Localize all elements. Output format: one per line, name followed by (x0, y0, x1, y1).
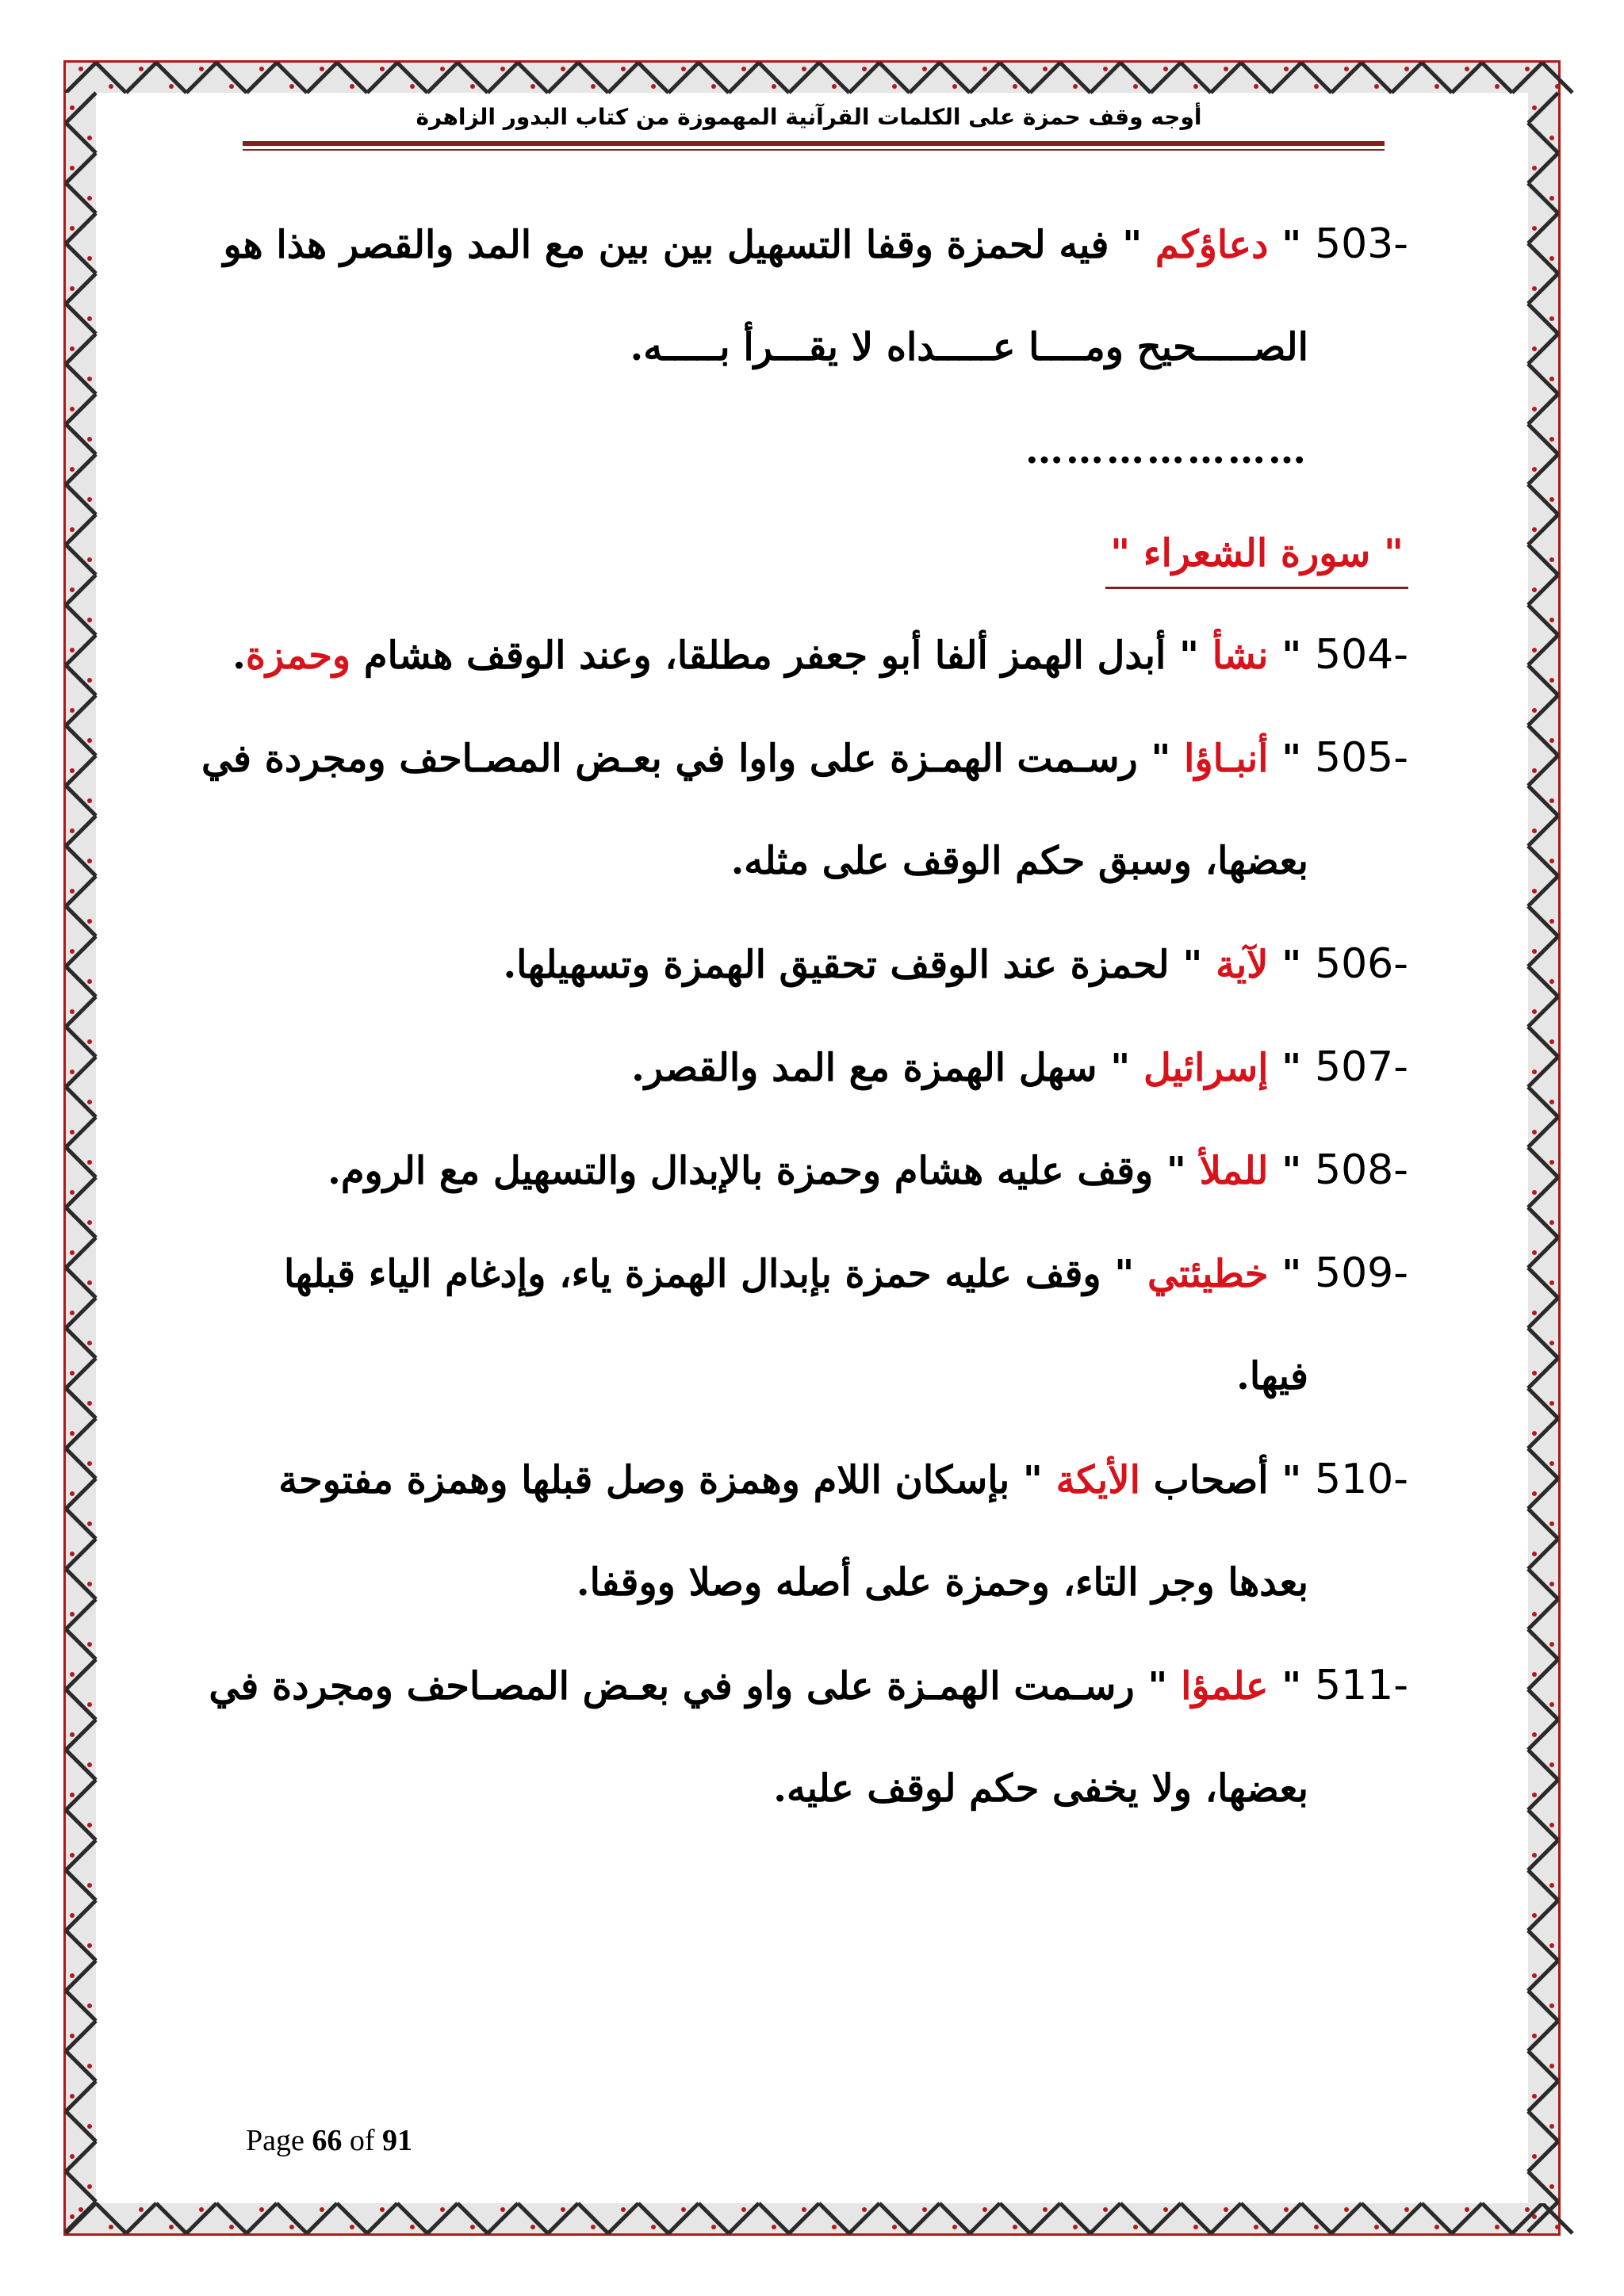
entry-text: بعضها، ولا يخفى حكم لوقف عليه. (773, 1766, 1308, 1811)
entry-number: 506- (1314, 940, 1408, 988)
entry-text: سهل الهمزة مع المد والقصر. (631, 1046, 1097, 1090)
surah-heading: " سورة الشعراء " (1105, 523, 1408, 589)
entry-507-line-1: 507- " إسرائيل " سهل الهمزة مع المد والقصر. (631, 1043, 1408, 1091)
footer-of-label: of (349, 2124, 375, 2157)
entry-509-line-2 (238, 1340, 1408, 1443)
entry-text: وقف عليه هشام وحمزة بالإبدال والتسهيل مع الروم. (327, 1149, 1154, 1193)
surah-heading-line (238, 517, 1408, 618)
entry-text: بإسكان اللام وهمزة وصل قبلها وهمزة مفتوحة (278, 1458, 1010, 1502)
entry-508-line-1: 508- " للملأ " وقف عليه هشام وحمزة بالإبدال والتسهيل مع الروم. (327, 1146, 1408, 1194)
entry-511-line-1: 511- " علمؤا " رسـمت الهمـزة على واو في بعـض المصـاحف ومجردة في (209, 1662, 1408, 1709)
entry-text: فيها. (1236, 1354, 1308, 1399)
entries-body (201, 208, 1408, 1855)
border-band-bottom (66, 2203, 1558, 2233)
border-band-top (66, 63, 1558, 93)
entry-510-line-2 (238, 1546, 1408, 1649)
quranic-word: خطيئتي (1147, 1252, 1269, 1296)
entry-prefix: أصحاب (1153, 1458, 1269, 1502)
page-header-title: أوجه وقف حمزة على الكلمات القرآنية المهموزة من كتاب البدور الزاهرة (416, 104, 1202, 130)
quranic-word: نشأ (1212, 633, 1269, 678)
dotted-separator: ………………… (1025, 428, 1308, 473)
header-rule-thin (243, 149, 1385, 151)
entry-506-line-1: 506- " لآية " لحمزة عند الوقف تحقيق الهمزة وتسهيلها. (503, 940, 1408, 988)
entry-505-line-1: 505- " أنبـاؤا " رسـمت الهمـزة على واوا في بعـض المصـاحف ومجردة في (201, 734, 1408, 782)
quranic-word: علمؤا (1181, 1664, 1269, 1709)
entry-text: بعضها، وسبق حكم الوقف على مثله. (730, 839, 1308, 883)
footer-page-label: Page (246, 2124, 304, 2157)
entry-text: بعدها وجر التاء، وحمزة على أصله وصلا ووقفا. (576, 1560, 1308, 1605)
quranic-word: أنبـاؤا (1184, 737, 1269, 781)
entry-number: 511- (1314, 1662, 1408, 1709)
highlighted-name: وحمزة (245, 633, 351, 678)
quranic-word: لآية (1216, 943, 1269, 987)
entry-number: 505- (1314, 734, 1408, 782)
quranic-word: الأيكة (1055, 1458, 1140, 1502)
entry-number: 509- (1314, 1249, 1408, 1297)
quranic-word: إسرائيل (1143, 1046, 1269, 1090)
entry-number: 510- (1314, 1456, 1408, 1503)
page-footer (246, 2120, 412, 2161)
entry-503-line-1: 503- " دعاؤكم " فيه لحمزة وقفا التسهيل بين بين مع المد والقصر هذا هو (223, 220, 1408, 268)
entry-504-line-1: 504- " نشأ " أبدل الهمز ألفا أبو جعفر مطلقا، وعند الوقف هشام وحمزة. (232, 631, 1408, 679)
entry-text: أبدل الهمز ألفا أبو جعفر مطلقا، وعند الوقف هشام (363, 633, 1166, 678)
entry-text: وقف عليه حمزة بإبدال الهمزة ياء، وإدغام الياء قبلها (283, 1252, 1101, 1296)
entry-511-line-2 (238, 1752, 1408, 1855)
entry-number: 503- (1314, 220, 1408, 268)
entry-503-line-3 (238, 414, 1408, 517)
footer-total-pages: 91 (382, 2124, 413, 2157)
quranic-word: للملأ (1199, 1149, 1269, 1193)
entry-text: الصـــــحيح ومــــا عـــــداه لا يقـــرأ بـــــه. (630, 325, 1308, 369)
entry-509-line-1: 509- " خطيئتي " وقف عليه حمزة بإبدال الهمزة ياء، وإدغام الياء قبلها (283, 1249, 1408, 1297)
entry-text: رسـمت الهمـزة على واو في بعـض المصـاحف ومجردة في (209, 1664, 1135, 1709)
quranic-word: دعاؤكم (1155, 223, 1269, 267)
entry-number: 507- (1314, 1043, 1408, 1091)
entry-503-line-2 (238, 311, 1408, 414)
entry-number: 504- (1314, 631, 1408, 679)
entry-text: رسـمت الهمـزة على واوا في بعـض المصـاحف ومجردة في (201, 737, 1138, 781)
footer-page-number: 66 (312, 2124, 343, 2157)
entry-text: فيه لحمزة وقفا التسهيل بين بين مع المد والقصر هذا هو (223, 223, 1109, 267)
entry-number: 508- (1314, 1146, 1408, 1194)
entry-505-line-2 (238, 825, 1408, 928)
entry-510-line-1: 510- " أصحاب الأيكة " بإسكان اللام وهمزة وصل قبلها وهمزة مفتوحة (278, 1456, 1408, 1503)
entry-text: لحمزة عند الوقف تحقيق الهمزة وتسهيلها. (503, 943, 1170, 987)
border-band-left (66, 93, 96, 2203)
entry-text-end: . (232, 633, 246, 678)
header-rule (243, 141, 1385, 146)
border-band-right (1528, 93, 1558, 2203)
